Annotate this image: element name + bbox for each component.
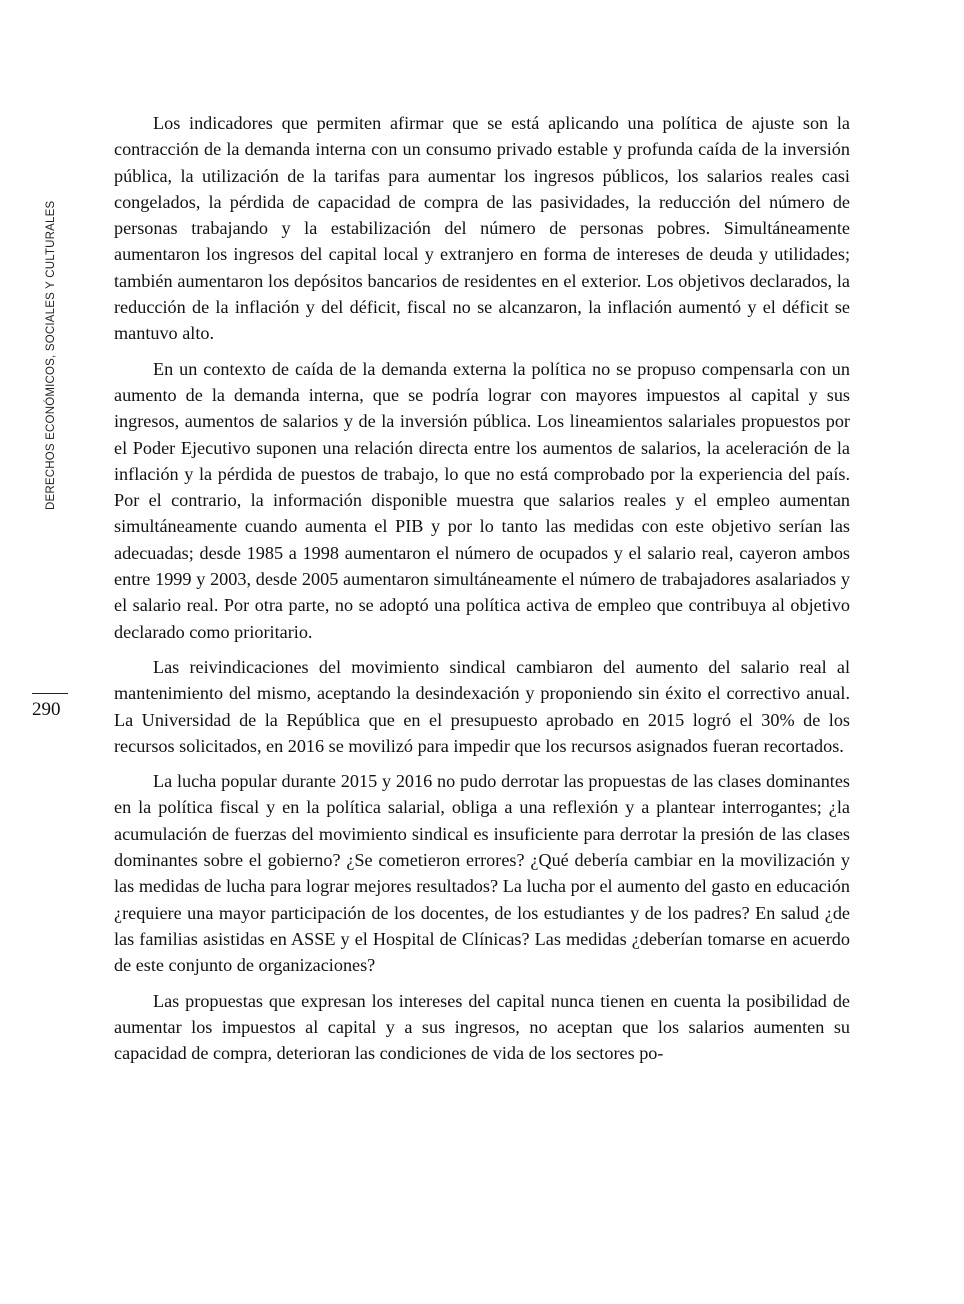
paragraph-1: Los indicadores que permiten afirmar que se está aplicando una política de ajuste son la contracción de la demanda interna con un consumo privado estable y profunda caída de la inversión pública, la utilización de la tarifas para aumentar los ingresos públicos, los salarios reales casi congelados, la pérdida de capacidad de compra de las pasividades, la reducción del número de personas trabajando y la estabilización del número de personas pobres. Simultáneamente aumentaron los ingresos del capital local y extranjero en forma de intereses de deuda y utilidades; también aumentaron los depósitos bancarios de residentes en el exterior. Los objetivos declarados, la reducción de la inflación y del déficit, fiscal no se alcanzaron, la inflación aumentó y el déficit se mantuvo alto.: [114, 113, 850, 344]
paragraph-3: Las reivindicaciones del movimiento sindical cambiaron del aumento del salario real al mantenimiento del mismo, aceptando la desindexación y proponiendo sin éxito el correctivo anual. La Universidad de la República que en el presupuesto aprobado en 2015 logró el 30% de los recursos solicitados, en 2016 se movilizó para impedir que los recursos asignados fueran recortados.: [114, 656, 850, 756]
running-head: DERECHOS ECONÓMICOS, SOCIALES Y CULTURALES: [45, 200, 57, 510]
paragraph-4: La lucha popular durante 2015 y 2016 no pudo derrotar las propuestas de las clases dominantes en la política fiscal y en la política salarial, obliga a una reflexión y a plantear interrogantes; ¿la acumulación de fuerzas del movimiento sindical es insuficiente para derrotar la presión de las clases dominantes sobre el gobierno? ¿Se cometieron errores? ¿Qué debería cambiar en la movilización y las medidas de lucha para lograr mejores resultados? La lucha por el aumento del gasto en educación ¿requiere una mayor participación de los docentes, de los estudiantes y de los padres? En salud ¿de las familias asistidas en ASSE y el Hospital de Clínicas? Las medidas ¿deberían tomarse en acuerdo de este conjunto de organizaciones?: [114, 771, 850, 976]
page-number-rule: [32, 693, 68, 694]
paragraph-2: En un contexto de caída de la demanda externa la política no se propuso compensarla con un aumento de la demanda interna, que se podría lograr con mayores impuestos al capital y sus ingresos, aumentos de salarios y de la inversión pública. Los lineamientos salariales propuestos por el Poder Ejecutivo suponen una relación directa entre los aumentos de salarios, la aceleración de la inflación y la pérdida de puestos de trabajo, lo que no está comprobado por la experiencia del país. Por el contrario, la información disponible muestra que salarios reales y el empleo aumentan simultáneamente cuando aumenta el PIB y por lo tanto las medidas con este objetivo serían las adecuadas; desde 1985 a 1998 aumentaron el número de ocupados y el salario real, cayeron ambos entre 1999 y 2003, desde 2005 aumentaron simultáneamente el número de trabajadores asalariados y el salario real. Por otra parte, no se adoptó una política activa de empleo que contribuya al objetivo declarado como prioritario.: [114, 358, 850, 642]
paragraph-5: Las propuestas que expresan los intereses del capital nunca tienen en cuenta la posibilidad de aumentar los impuestos al capital y a sus ingresos, no aceptan que los salarios aumenten su capacidad de compra, deterioran las condiciones de vida de los sectores po-: [114, 990, 850, 1064]
body-text: [114, 110, 850, 1075]
page-number: 290: [32, 699, 61, 720]
